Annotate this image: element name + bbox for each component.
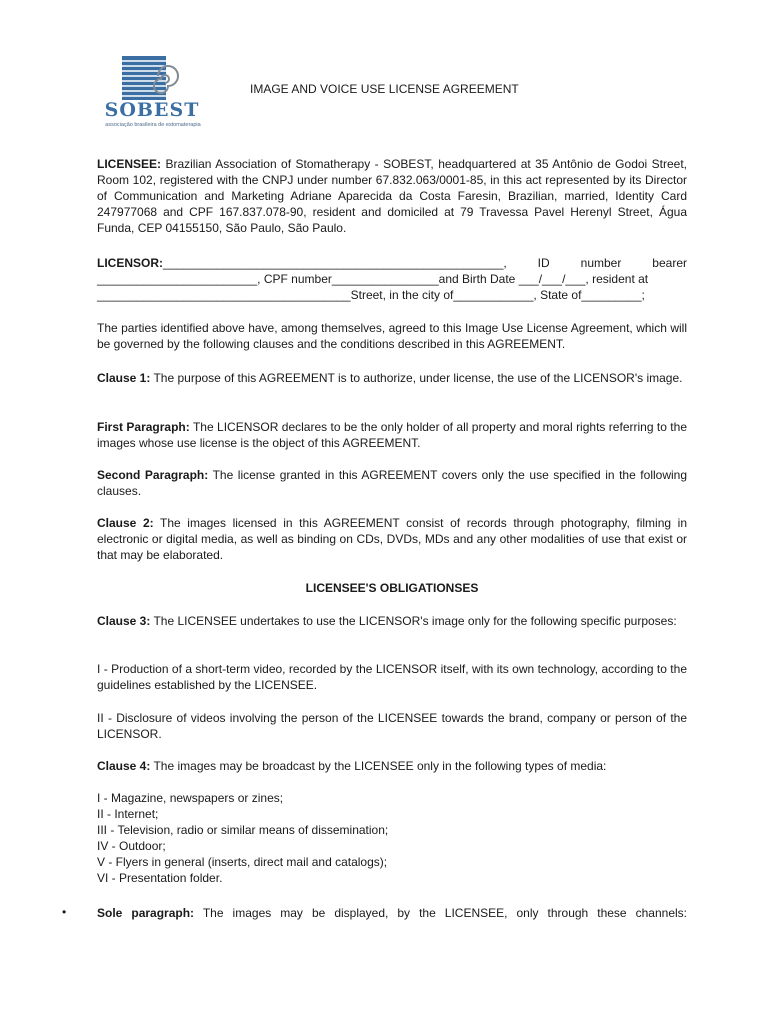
clause-4 bbox=[97, 758, 687, 774]
licensee-paragraph bbox=[97, 156, 687, 236]
second-paragraph-text: The license granted in this AGREEMENT covers only the use specified in the following clauses. bbox=[97, 468, 688, 498]
licensor-line-1[interactable]: ___________________________________________________, ID number bearer bbox=[163, 256, 687, 270]
sole-paragraph-text: The images may be displayed, by the LICENSEE, only through these channels: bbox=[194, 906, 687, 920]
clause-1-label: Clause 1: bbox=[97, 371, 151, 385]
clause-4-label: Clause 4: bbox=[97, 759, 151, 773]
clause-1 bbox=[97, 370, 687, 386]
list-item: II - Internet; bbox=[97, 807, 159, 821]
licensee-text: Brazilian Association of Stomatherapy - SOBEST, headquartered at 35 Antônio de Godoi Street, Room 102, registered with the CNPJ under number 67.832.063/0001-85, in this act represented by its Director of Communication and Marketing Adriane Aparecida da Costa Faresin, Brazilian, married, Identity Card 247977068 and CPF 167.837.078-90, resident and domiciled at 79 Travessa Pavel Herenyl Street, Água Funda, CEP 04155150, São Paulo, São Paulo. bbox=[97, 157, 687, 235]
list-item: III - Television, radio or similar means of dissemination; bbox=[97, 823, 389, 837]
clause-2 bbox=[97, 515, 687, 563]
clause-3-text: The LICENSEE undertakes to use the LICENSOR's image only for the following specific purposes: bbox=[150, 614, 677, 628]
clause-1-text: The purpose of this AGREEMENT is to authorize, under license, the use of the LICENSOR's image. bbox=[150, 371, 683, 385]
obligations-heading bbox=[97, 580, 687, 596]
first-paragraph bbox=[97, 419, 687, 451]
first-paragraph-text: The LICENSOR declares to be the only holder of all property and moral rights referring to the images whose use license is the object of this AGREEMENT. bbox=[97, 420, 687, 450]
licensor-line-3[interactable]: ______________________________________Street, in the city of____________, State of_________; bbox=[97, 288, 645, 302]
parties-paragraph: The parties identified above have, among themselves, agreed to this Image Use License Agreement, which will be governed by the following clauses and the conditions described in this AGREEMENT. bbox=[97, 321, 687, 351]
logo-tagline: associação brasileira de estomaterapia bbox=[105, 122, 201, 128]
list-item: V - Flyers in general (inserts, direct mail and catalogs); bbox=[97, 855, 388, 869]
licensor-paragraph bbox=[97, 255, 687, 303]
clause-2-text: The images licensed in this AGREEMENT consist of records through photography, filming in electronic or digital media, as well as binding on CDs, DVDs, MDs and any other modalities of use that exist or that may be elaborated. bbox=[97, 516, 687, 562]
sole-paragraph-label: Sole paragraph: bbox=[97, 906, 195, 920]
logo-spiral-icon bbox=[152, 56, 186, 96]
bullet-icon: • bbox=[62, 905, 67, 919]
list-item: IV - Outdoor; bbox=[97, 839, 166, 853]
list-item: VI - Presentation folder. bbox=[97, 871, 223, 885]
sole-paragraph bbox=[97, 905, 687, 921]
obligations-heading-text: LICENSEE'S OBLIGATIONSES bbox=[305, 581, 479, 595]
first-paragraph-label: First Paragraph: bbox=[97, 420, 190, 434]
licensee-label: LICENSEE: bbox=[97, 157, 162, 171]
licensor-label: LICENSOR: bbox=[97, 256, 163, 270]
clause-3-label: Clause 3: bbox=[97, 614, 151, 628]
clause-3 bbox=[97, 613, 687, 629]
page-title: IMAGE AND VOICE USE LICENSE AGREEMENT bbox=[250, 82, 519, 96]
clause-2-label: Clause 2: bbox=[97, 516, 154, 530]
second-paragraph-label: Second Paragraph: bbox=[97, 468, 209, 482]
purpose-item-i: I - Production of a short-term video, recorded by the LICENSOR itself, with its own technology, according to the guidelines established by the LICENSEE. bbox=[97, 662, 687, 692]
logo-brand: SOBEST bbox=[104, 99, 200, 121]
clause-4-text: The images may be broadcast by the LICENSEE only in the following types of media: bbox=[150, 759, 607, 773]
sobest-logo bbox=[100, 52, 204, 144]
media-list bbox=[97, 790, 687, 886]
licensor-line-2[interactable]: ________________________, CPF number________________and Birth Date ___/___/___, resident at bbox=[97, 272, 649, 286]
second-paragraph bbox=[97, 467, 687, 499]
purpose-item-ii: II - Disclosure of videos involving the person of the LICENSEE towards the brand, company or person of the LICENSOR. bbox=[97, 711, 687, 741]
list-item: I - Magazine, newspapers or zines; bbox=[97, 791, 284, 805]
